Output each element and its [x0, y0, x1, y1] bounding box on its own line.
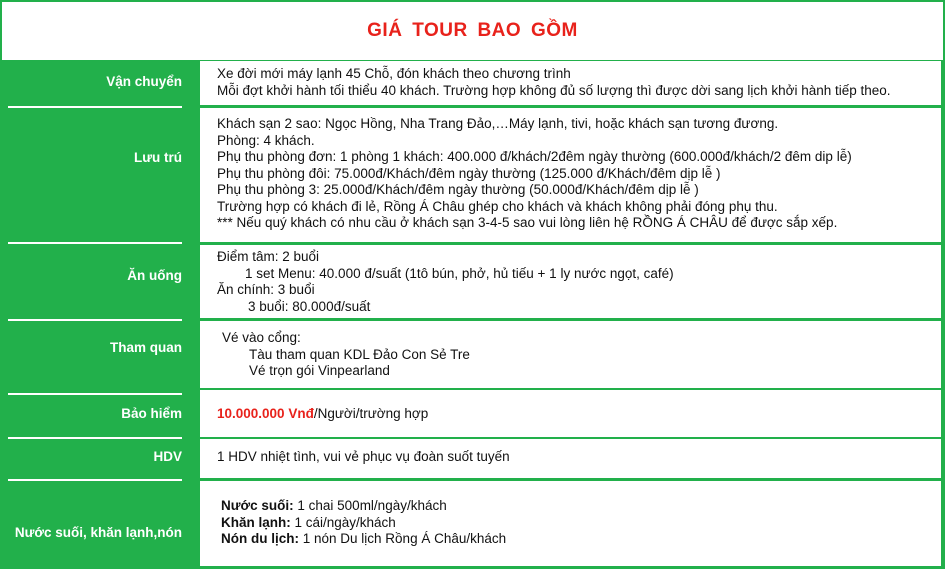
content-line: Mỗi đợt khởi hành tối thiểu 40 khách. Trường hợp không đủ số lượng thì được dời sang lịch khởi hành tiếp theo.	[217, 82, 891, 98]
content-line: Trường hợp có khách đi lẻ, Rồng Á Châu ghép cho khách và khách không phải đóng phụ thu.	[217, 198, 778, 214]
content-line: 1 HDV nhiệt tình, vui vẻ phục vụ đoàn suốt tuyến	[217, 449, 510, 464]
item-value: 1 nón Du lịch Rồng Á Châu/khách	[299, 531, 507, 546]
content-line: Tàu tham quan KDL Đảo Con Sẻ Tre	[249, 346, 470, 362]
item-value: 1 cái/ngày/khách	[290, 514, 396, 530]
row-divider	[8, 479, 182, 481]
content-line	[221, 498, 941, 515]
content-line: Vé trọn gói Vinpearland	[249, 363, 390, 378]
row-content-extras	[200, 481, 941, 566]
row-content-sightseeing	[200, 321, 941, 388]
row-label-transport: Vận chuyển	[106, 74, 182, 89]
content-line: *** Nếu quý khách có nhu cầu ở khách sạn 3-4-5 sao vui lòng liên hệ RỒNG Á CHÂU để được sắp xếp.	[217, 215, 838, 230]
content-line: Ăn chính: 3 buổi	[217, 282, 315, 297]
item-value: 1 chai 500ml/ngày/khách	[293, 498, 447, 513]
insurance-amount: 10.000.000 Vnđ	[217, 406, 314, 421]
row-divider	[8, 106, 182, 108]
item-key: Nón du lịch:	[221, 531, 299, 546]
content-line: Điểm tâm: 2 buổi	[217, 249, 320, 264]
content-line: Phòng: 4 khách.	[217, 132, 315, 148]
insurance-unit: /Người/trường hợp	[313, 406, 429, 421]
row-content-accommodation	[200, 108, 941, 242]
title-row	[0, 0, 945, 60]
row-label-guide: HDV	[153, 449, 182, 464]
row-label-sightseeing: Tham quan	[109, 340, 182, 355]
row-content-guide	[200, 439, 941, 478]
content-line: Phụ thu phòng đôi: 75.000đ/Khách/đêm ngày thường (125.000 đ/Khách/đêm dịp lễ )	[217, 165, 721, 181]
content-line: Vé vào cổng:	[222, 330, 301, 345]
item-key: Nước suối:	[221, 498, 294, 513]
content-line: Khách sạn 2 sao: Ngọc Hồng, Nha Trang Đảo,…Máy lạnh, tivi, hoặc khách sạn tương đương.	[217, 116, 779, 131]
content-line: Xe đời mới máy lạnh 45 Chỗ, đón khách theo chương trình	[217, 66, 571, 81]
content-line	[221, 515, 941, 532]
row-divider	[8, 393, 182, 395]
row-content-meals	[200, 245, 941, 318]
row-content-transport	[200, 61, 941, 105]
row-label-accommodation: Lưu trú	[133, 150, 182, 165]
content-line: 3 buổi: 80.000đ/suất	[248, 298, 371, 314]
table-title: GIÁ TOUR BAO GỒM	[367, 20, 578, 41]
row-divider	[8, 319, 182, 321]
content-line	[217, 406, 941, 423]
content-line: 1 set Menu: 40.000 đ/suất (1tô bún, phở, hủ tiếu + 1 ly nước ngọt, café)	[245, 265, 674, 281]
row-label-insurance: Bảo hiểm	[121, 406, 182, 421]
row-label-meals: Ăn uống	[127, 268, 182, 283]
row-content-insurance	[200, 390, 941, 437]
content-line	[221, 531, 941, 548]
row-divider	[8, 437, 182, 439]
label-column	[0, 60, 199, 569]
row-label-extras: Nước suối, khăn lạnh,nón	[14, 525, 182, 540]
content-line: Phụ thu phòng đơn: 1 phòng 1 khách: 400.000 đ/khách/2đêm ngày thường (600.000đ/khách/2 đêm dip lễ)	[217, 149, 852, 164]
content-line: Phụ thu phòng 3: 25.000đ/Khách/đêm ngày thường (50.000đ/Khách/đêm dịp lễ )	[217, 182, 699, 197]
item-key: Khăn lạnh:	[221, 514, 291, 530]
row-divider	[8, 242, 182, 244]
